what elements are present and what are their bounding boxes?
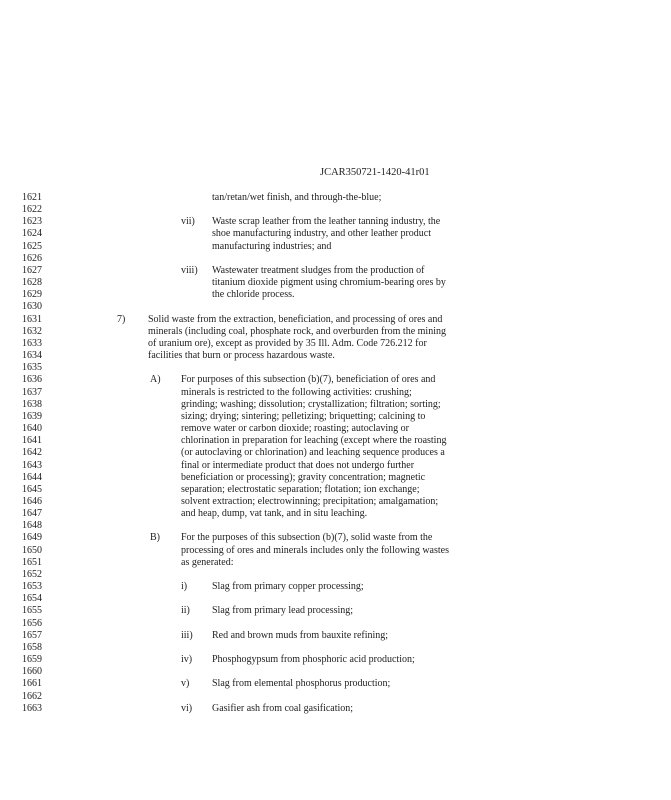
- line-number: 1636: [22, 374, 42, 386]
- line-number: 1651: [22, 556, 42, 568]
- list-label: 7): [117, 313, 126, 325]
- line-number: 1634: [22, 350, 42, 362]
- line-number: 1637: [22, 386, 42, 398]
- line-text: manufacturing industries; and: [212, 240, 332, 252]
- line-text: For the purposes of this subsection (b)(7), solid waste from the: [181, 532, 433, 544]
- line-number: 1660: [22, 666, 42, 678]
- line-number: 1649: [22, 532, 42, 544]
- line-number: 1658: [22, 641, 42, 653]
- line-number: 1662: [22, 690, 42, 702]
- line-text: Slag from elemental phosphorus production;: [212, 678, 391, 690]
- list-label: ii): [181, 605, 190, 617]
- line-text: Wastewater treatment sludges from the production of: [212, 264, 425, 276]
- line-number: 1656: [22, 617, 42, 629]
- list-label: vii): [181, 216, 195, 228]
- line-number: 1647: [22, 508, 42, 520]
- line-number: 1657: [22, 629, 42, 641]
- line-number: 1624: [22, 228, 42, 240]
- line-text: tan/retan/wet finish, and through-the-blue;: [212, 192, 382, 203]
- line-text: For purposes of this subsection (b)(7), beneficiation of ores and: [181, 374, 436, 386]
- line-text: and heap, dump, vat tank, and in situ leaching.: [181, 508, 368, 520]
- line-number: 1627: [22, 264, 42, 276]
- line-text: shoe manufacturing industry, and other leather product: [212, 228, 432, 240]
- line-number: 1655: [22, 605, 42, 617]
- line-number: 1642: [22, 447, 42, 459]
- list-label: B): [150, 532, 160, 544]
- list-label: iv): [181, 654, 193, 666]
- line-number: 1640: [22, 423, 42, 435]
- line-number: 1648: [22, 520, 42, 532]
- line-text: Slag from primary copper processing;: [212, 581, 364, 593]
- line-text: minerals is restricted to the following activities: crushing;: [181, 386, 412, 398]
- line-number: 1661: [22, 678, 42, 690]
- line-text: separation; electrostatic separation; flotation; ion exchange;: [181, 483, 420, 495]
- line-number: 1631: [22, 313, 42, 325]
- list-label: i): [181, 581, 188, 593]
- line-text: Waste scrap leather from the leather tanning industry, the: [212, 216, 441, 228]
- line-number: 1633: [22, 337, 42, 349]
- line-number: 1638: [22, 398, 42, 410]
- line-number: 1652: [22, 568, 42, 580]
- line-number: 1639: [22, 410, 42, 422]
- line-text: facilities that burn or process hazardous waste.: [148, 350, 335, 362]
- line-number: 1653: [22, 581, 42, 593]
- line-number: 1628: [22, 277, 42, 289]
- line-text: sizing; drying; sintering; pelletizing; briquetting; calcining to: [181, 410, 426, 422]
- list-label: iii): [181, 629, 193, 641]
- line-text: of uranium ore), except as provided by 35 Ill. Adm. Code 726.212 for: [148, 337, 427, 349]
- line-number: 1663: [22, 702, 42, 714]
- line-text: remove water or carbon dioxide; roasting; autoclaving or: [181, 423, 409, 435]
- line-text: Red and brown muds from bauxite refining;: [212, 629, 389, 641]
- line-text: beneficiation or processing); gravity concentration; magnetic: [181, 471, 426, 483]
- line-text: final or intermediate product that does not undergo further: [181, 459, 415, 471]
- line-number: 1641: [22, 435, 42, 447]
- list-label: viii): [181, 264, 198, 276]
- line-number: 1635: [22, 362, 42, 374]
- line-number: 1621: [22, 192, 42, 203]
- line-text: (or autoclaving or chlorination) and leaching sequence produces a: [181, 447, 445, 459]
- list-label: v): [181, 678, 190, 690]
- line-number: 1650: [22, 544, 42, 556]
- line-number: 1623: [22, 216, 42, 228]
- line-text: grinding; washing; dissolution; crystallization; filtration; sorting;: [181, 398, 441, 410]
- line-text: Slag from primary lead processing;: [212, 605, 354, 617]
- document-id: JCAR350721-1420-41r01: [320, 167, 430, 178]
- line-number: 1643: [22, 459, 42, 471]
- line-number: 1645: [22, 483, 42, 495]
- line-number: 1632: [22, 325, 42, 337]
- line-text: as generated:: [181, 556, 234, 568]
- line-text: chlorination in preparation for leaching (except where the roasting: [181, 435, 447, 447]
- line-number: 1629: [22, 289, 42, 301]
- line-text: titanium dioxide pigment using chromium-bearing ores by: [212, 277, 446, 289]
- line-text: the chloride process.: [212, 289, 295, 301]
- line-text: Solid waste from the extraction, beneficiation, and processing of ores and: [148, 313, 443, 325]
- line-text: Phosphogypsum from phosphoric acid production;: [212, 654, 415, 666]
- line-text: minerals (including coal, phosphate rock, and overburden from the mining: [148, 325, 446, 337]
- line-number: 1625: [22, 240, 42, 252]
- line-number: 1654: [22, 593, 42, 605]
- line-number: 1626: [22, 252, 42, 264]
- list-label: vi): [181, 702, 193, 714]
- line-number: 1644: [22, 471, 42, 483]
- list-label: A): [150, 374, 161, 386]
- line-number: 1659: [22, 654, 42, 666]
- line-text: solvent extraction; electrowinning; precipitation; amalgamation;: [181, 496, 439, 507]
- line-number: 1622: [22, 204, 42, 216]
- line-number: 1646: [22, 496, 42, 507]
- line-text: Gasifier ash from coal gasification;: [212, 702, 354, 714]
- line-number: 1630: [22, 301, 42, 313]
- line-text: processing of ores and minerals includes only the following wastes: [181, 544, 449, 556]
